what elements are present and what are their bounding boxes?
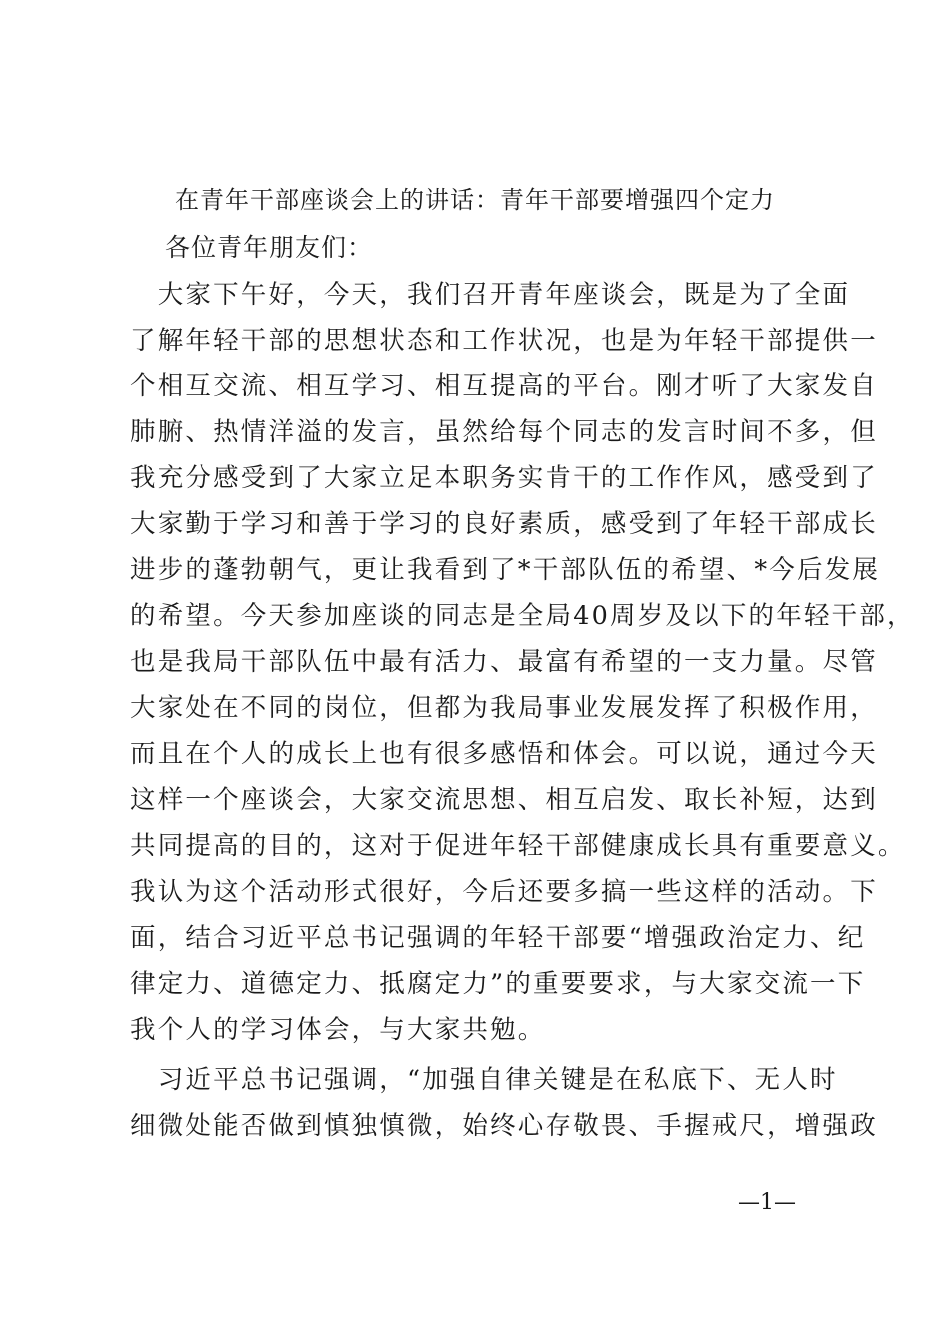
page-number: —1— (738, 1190, 796, 1215)
document-title: 在青年干部座谈会上的讲话：青年干部要增强四个定力 (175, 186, 775, 214)
body-line: 这样一个座谈会，大家交流思想、相互启发、取长补短，达到 (130, 785, 878, 815)
body-line: 细微处能否做到慎独慎微，始终心存敬畏、手握戒尺，增强政 (130, 1111, 878, 1141)
body-line: 了解年轻干部的思想状态和工作状况，也是为年轻干部提供一 (130, 326, 878, 356)
body-line: 进步的蓬勃朝气，更让我看到了*干部队伍的希望、*今后发展 (130, 555, 881, 585)
body-line: 个相互交流、相互学习、相互提高的平台。刚才听了大家发自 (130, 371, 878, 401)
body-line: 我充分感受到了大家立足本职务实肯干的工作作风，感受到了 (130, 463, 878, 493)
body-line: 大家下午好，今天，我们召开青年座谈会，既是为了全面 (130, 280, 851, 310)
body-line: 我个人的学习体会，与大家共勉。 (130, 1015, 546, 1045)
body-line: 大家处在不同的岗位，但都为我局事业发展发挥了积极作用， (130, 693, 878, 723)
body-line: 我认为这个活动形式很好，今后还要多搞一些这样的活动。下 (130, 877, 878, 907)
body-line: 肺腑、热情洋溢的发言，虽然给每个同志的发言时间不多，但 (130, 417, 878, 447)
body-line: 面，结合习近平总书记强调的年轻干部要“增强政治定力、纪 (130, 923, 866, 953)
body-line: 的希望。今天参加座谈的同志是全局40周岁及以下的年轻干部， (130, 601, 915, 631)
body-line: 习近平总书记强调，“加强自律关键是在私底下、无人时 (130, 1065, 838, 1095)
body-line: 共同提高的目的，这对于促进年轻干部健康成长具有重要意义。 (130, 831, 906, 861)
greeting: 各位青年朋友们： (165, 233, 374, 262)
body-line: 律定力、道德定力、抵腐定力”的重要要求，与大家交流一下 (130, 969, 866, 999)
body-line: 大家勤于学习和善于学习的良好素质，感受到了年轻干部成长 (130, 509, 878, 539)
body-line: 也是我局干部队伍中最有活力、最富有希望的一支力量。尽管 (130, 647, 878, 677)
body-line: 而且在个人的成长上也有很多感悟和体会。可以说，通过今天 (130, 739, 878, 769)
